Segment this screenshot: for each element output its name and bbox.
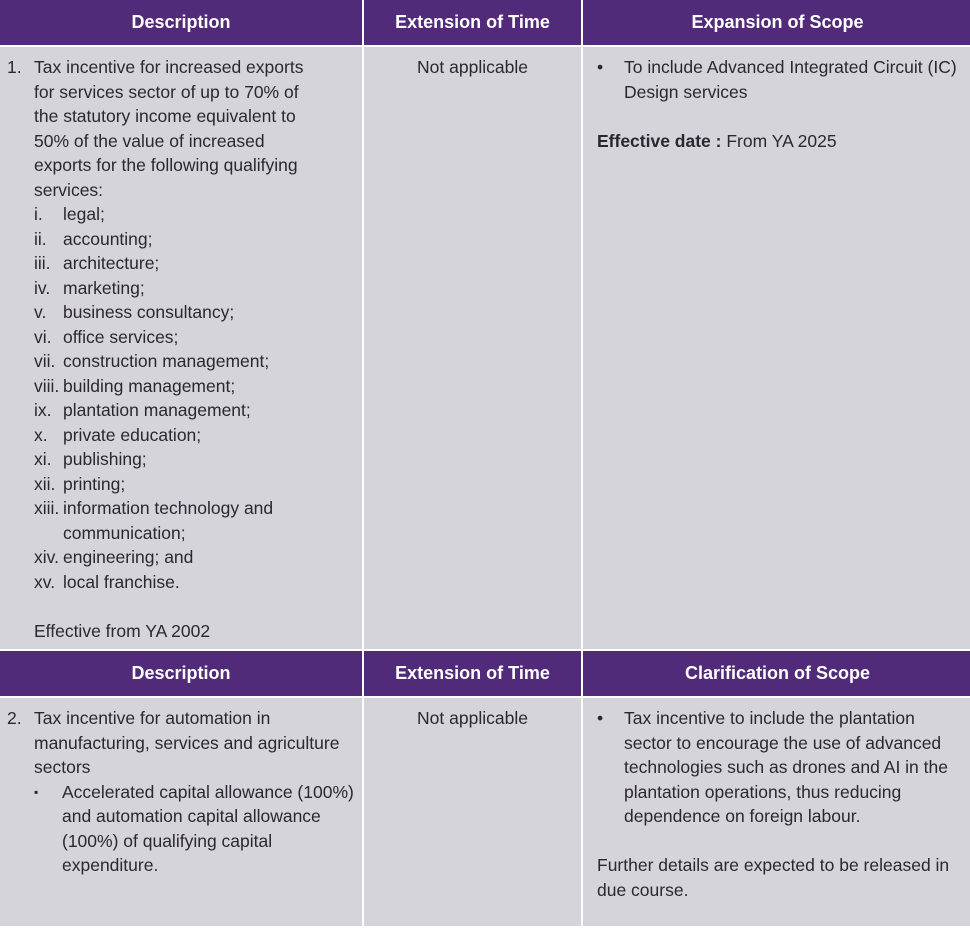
list-item	[34, 780, 354, 878]
list-item: vi. office services;	[34, 326, 179, 347]
row2-scope-cell	[583, 698, 970, 926]
row2-extension-cell	[364, 698, 581, 926]
header-description: Description	[0, 0, 362, 45]
list-item: iv. marketing;	[34, 277, 145, 298]
row1-intro-line: the statutory income equivalent to	[34, 106, 296, 126]
list-item: ii. accounting;	[34, 228, 153, 249]
row2-scope-text: Tax incentive to include the plantation sector to encourage the use of advanced technologies such as drones and AI in the plantation operations, thus reducing dependence on foreign labour.	[624, 708, 948, 826]
list-item: i. legal;	[34, 204, 105, 224]
list-item: v. business consultancy;	[34, 302, 235, 322]
row1-extension-value: Not applicable	[417, 57, 528, 77]
row1-effective-text: Effective from YA 2002	[34, 620, 211, 641]
list-item: xiii. information technology and communication;	[34, 498, 274, 543]
row1-scope-text: To include Advanced Integrated Circuit (IC) Design services	[624, 57, 957, 102]
list-item: xv. local franchise.	[34, 571, 180, 592]
effective-date-label: Effective date :	[597, 130, 722, 151]
bullet-icon: •	[597, 708, 604, 728]
list-item: vii. construction management;	[34, 351, 270, 371]
bullet-icon: •	[597, 57, 604, 77]
square-bullet-icon: ▪	[34, 784, 39, 799]
row1-description-cell	[0, 47, 362, 649]
header-description: Description	[0, 651, 362, 696]
list-item: xi. publishing;	[34, 449, 147, 469]
list-item: x. private education;	[34, 424, 202, 445]
row1-extension-cell	[364, 47, 581, 649]
row2-note: Further details are expected to be released in due course.	[597, 855, 950, 900]
row1-intro-line: exports for the following qualifying	[34, 155, 298, 175]
row1-scope-cell	[583, 47, 970, 649]
row2-description-cell	[0, 698, 362, 926]
list-item: iii. architecture;	[34, 253, 160, 273]
effective-date-value: From YA 2025	[721, 130, 837, 151]
row1-intro-line: 50% of the value of increased	[34, 130, 265, 151]
row2-intro-text: Tax incentive for automation in manufacturing, services and agriculture sectors	[34, 708, 340, 777]
list-item: xii. printing;	[34, 473, 126, 494]
row1-intro-line: services:	[34, 179, 104, 200]
list-item: ix. plantation management;	[34, 400, 251, 420]
header-extension-of-time: Extension of Time	[364, 0, 581, 45]
row1-intro-line: Tax incentive for increased exports	[34, 57, 304, 77]
row1-number: 1.	[7, 57, 22, 77]
header-expansion-of-scope: Expansion of Scope	[583, 0, 970, 45]
row2-extension-value: Not applicable	[417, 708, 528, 728]
row1-intro-line: for services sector of up to 70% of	[34, 81, 299, 102]
row1-effective-date	[597, 129, 958, 154]
row2-number: 2.	[7, 708, 22, 728]
list-item: viii. building management;	[34, 375, 236, 396]
header-extension-of-time: Extension of Time	[364, 651, 581, 696]
list-item	[597, 706, 958, 829]
header-clarification-of-scope: Clarification of Scope	[583, 651, 970, 696]
list-item	[597, 55, 958, 104]
row2-sub-text: Accelerated capital allowance (100%) and automation capital allowance (100%) of qualifying capital expenditure.	[62, 781, 354, 875]
services-list	[34, 202, 354, 594]
list-item: xiv. engineering; and	[34, 547, 194, 567]
